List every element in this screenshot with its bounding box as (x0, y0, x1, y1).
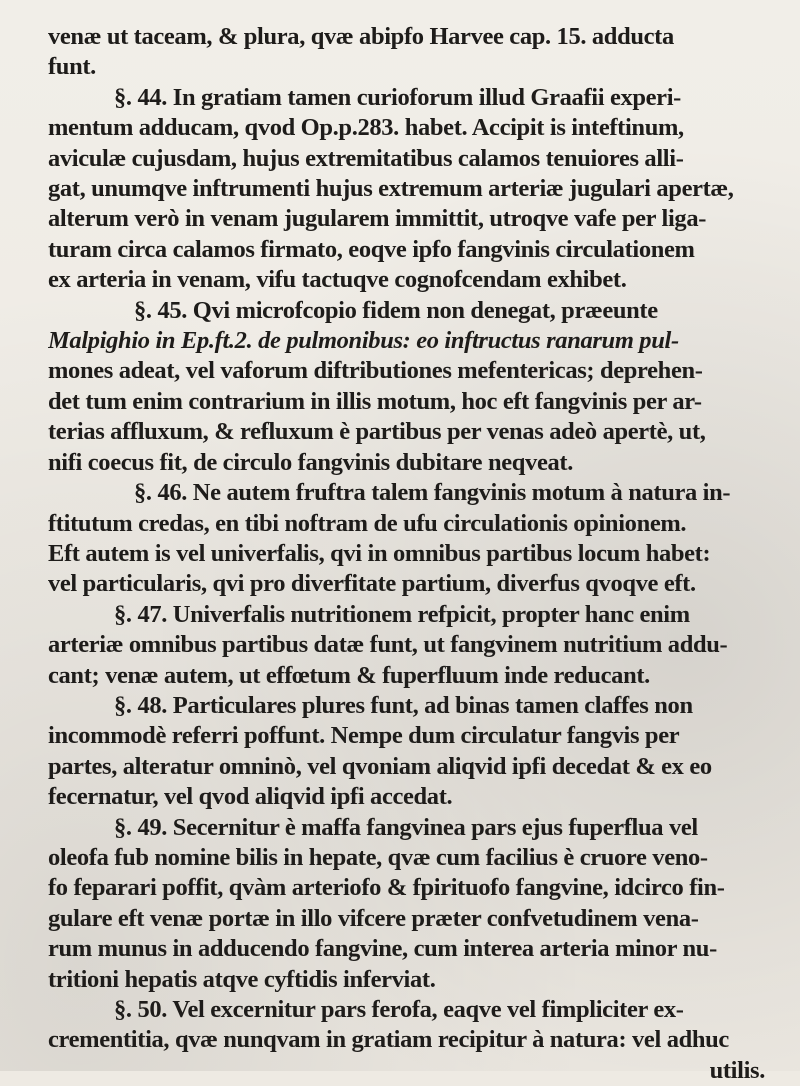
text-line: mones adeat, vel vaforum diftributiones mefentericas; deprehen- (48, 357, 703, 385)
text-line: funt. (48, 53, 96, 81)
text-line: nifi coecus fit, de circulo fangvinis dubitare neqveat. (48, 448, 573, 476)
text-line: alterum verò in venam jugularem immittit, utroqve vafe per liga- (48, 205, 707, 233)
text-line: rum munus in adducendo fangvine, cum interea arteria minor nu- (48, 935, 717, 963)
text-line: oleofa fub nomine bilis in hepate, qvæ cum facilius è cruore veno- (48, 843, 708, 871)
text-line: det tum enim contrarium in illis motum, hoc eft fangvinis per ar- (48, 387, 702, 415)
section-50-heading-line: §. 50. Vel excernitur pars ferofa, eaqve vel fimpliciter ex- (114, 996, 684, 1023)
text-line: vel particularis, qvi pro diverfitate partium, diverfus qvoqve eft. (48, 570, 696, 598)
section-45-heading-line: §. 45. Qvi microfcopio fidem non denegat, præeunte (134, 296, 658, 324)
text-line: ftitutum credas, en tibi noftram de ufu circulationis opinionem. (48, 509, 687, 537)
text-line: Malpighio in Ep.ft.2. de pulmonibus: eo inftructus ranarum pul- (48, 327, 679, 355)
text-line: terias affluxum, & refluxum è partibus per venas adeò apertè, ut, (48, 418, 706, 446)
section-44-heading-line: §. 44. In gratiam tamen curioforum illud Graafii experi- (114, 83, 681, 111)
section-48-heading-line: §. 48. Particulares plures funt, ad binas tamen claffes non (114, 691, 693, 719)
text-line: gulare eft venæ portæ in illo vifcere præter confvetudinem vena- (48, 904, 699, 932)
text-line: cant; venæ autem, ut effœtum & fuperfluum inde reducant. (48, 661, 650, 689)
text-line: mentum adducam, qvod Op.p.283. habet. Accipit is inteftinum, (48, 114, 684, 142)
text-line: fo feparari poffit, qvàm arteriofo & fpirituofo fangvine, idcirco fin- (48, 874, 725, 902)
text-line: partes, alteratur omninò, vel qvoniam aliqvid ipfi decedat & ex eo (48, 752, 712, 780)
text-line: Eft autem is vel univerfalis, qvi in omnibus partibus locum habet: (48, 539, 711, 567)
text-line: turam circa calamos firmato, eoqve ipfo fangvinis circulationem (48, 235, 695, 263)
latin-text-block (48, 22, 783, 1086)
text-line: ex arteria in venam, vifu tactuqve cognofcendam exhibet. (48, 266, 627, 294)
text-line: gat, unumqve inftrumenti hujus extremum arteriæ jugulari apertæ, (48, 175, 734, 203)
section-49-heading-line: §. 49. Secernitur è maffa fangvinea pars ejus fuperflua vel (114, 813, 698, 841)
text-line: fecernatur, vel qvod aliqvid ipfi accedat. (48, 783, 453, 811)
section-46-heading-line: §. 46. Ne autem fruftra talem fangvinis motum à natura in- (134, 479, 731, 507)
text-line: arteriæ omnibus partibus datæ funt, ut fangvinem nutritium addu- (48, 631, 728, 659)
catchword: utilis. (709, 1056, 765, 1084)
text-line: venæ ut taceam, & plura, qvæ abipfo Harvee cap. 15. adducta (48, 23, 674, 50)
text-line: aviculæ cujusdam, hujus extremitatibus calamos tenuiores alli- (48, 144, 684, 172)
text-line: crementitia, qvæ nunqvam in gratiam recipitur à natura: vel adhuc (48, 1026, 729, 1054)
text-line: incommodè referri poffunt. Nempe dum circulatur fangvis per (48, 722, 680, 750)
section-47-heading-line: §. 47. Univerfalis nutritionem refpicit, propter hanc enim (114, 600, 690, 628)
text-line: tritioni hepatis atqve cyftidis inferviat. (48, 965, 436, 993)
